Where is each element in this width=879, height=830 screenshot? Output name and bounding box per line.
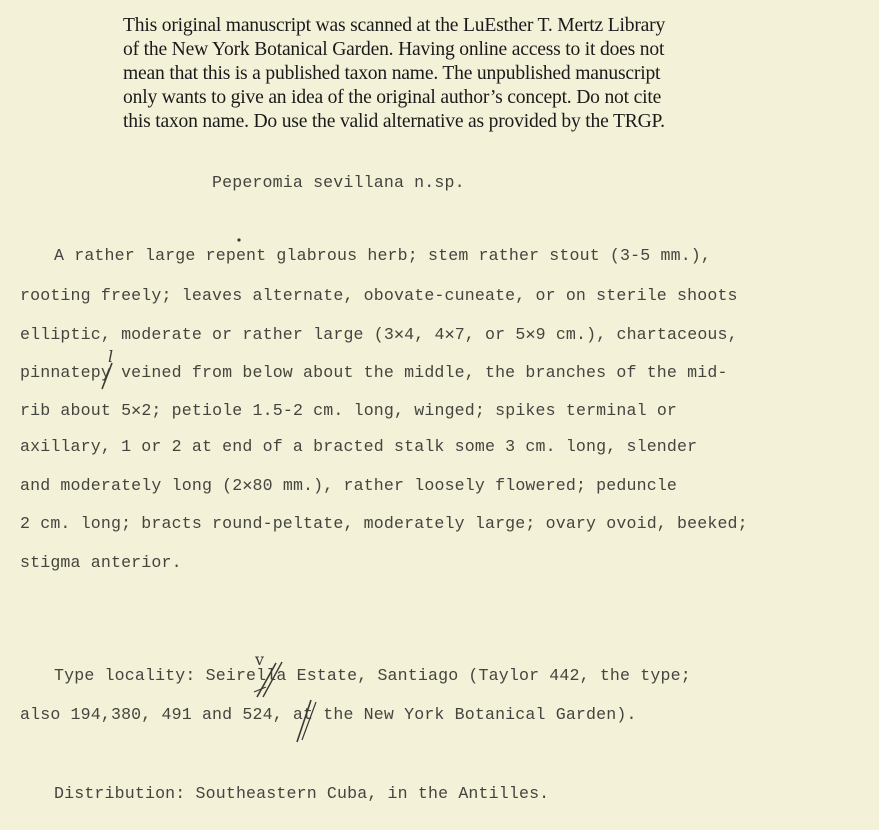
disclaimer-notice (123, 14, 763, 134)
disclaimer-line: of the New York Botanical Garden. Having online access to it does not (123, 39, 665, 60)
description-line: rooting freely; leaves alternate, obovate-cuneate, or on sterile shoots (20, 286, 738, 305)
disclaimer-line: only wants to give an idea of the original author’s concept. Do not cite (123, 87, 662, 108)
disclaimer-line: mean that this is a published taxon name. The unpublished manuscript (123, 63, 661, 84)
type-locality-line: also 194,380, 491 and 524, at the New York Botanical Garden). (20, 705, 637, 724)
description-line: pinnatepy veined from below about the middle, the branches of the mid- (20, 363, 728, 382)
handwritten-v-correction: v (255, 650, 265, 669)
strike-mark (254, 687, 266, 692)
disclaimer-line: This original manuscript was scanned at the LuEsther T. Mertz Library (123, 15, 666, 36)
description-line: and moderately long (2✕80 mm.), rather loosely flowered; peduncle (20, 476, 678, 495)
type-locality-line: Type locality: Seirella Estate, Santiago (Taylor 442, the type; (54, 666, 691, 685)
ink-dot (237, 238, 240, 241)
disclaimer-line: this taxon name. Do use the valid alternative as provided by the TRGP. (123, 111, 665, 132)
species-title: Peperomia sevillana n.sp. (212, 173, 465, 192)
description-line: axillary, 1 or 2 at end of a bracted stalk some 3 cm. long, slender (20, 437, 698, 456)
description-line: A rather large repent glabrous herb; stem rather stout (3-5 mm.), (54, 246, 712, 265)
description-line: stigma anterior. (20, 553, 182, 572)
handwritten-l-correction: l (108, 347, 114, 366)
distribution-line: Distribution: Southeastern Cuba, in the Antilles. (54, 784, 550, 803)
description-line: elliptic, moderate or rather large (3✕4, 4✕7, or 5✕9 cm.), chartaceous, (20, 325, 738, 344)
description-line: rib about 5✕2; petiole 1.5-2 cm. long, winged; spikes terminal or (20, 401, 678, 420)
description-line: 2 cm. long; bracts round-peltate, moderately large; ovary ovoid, beeked; (20, 514, 748, 533)
